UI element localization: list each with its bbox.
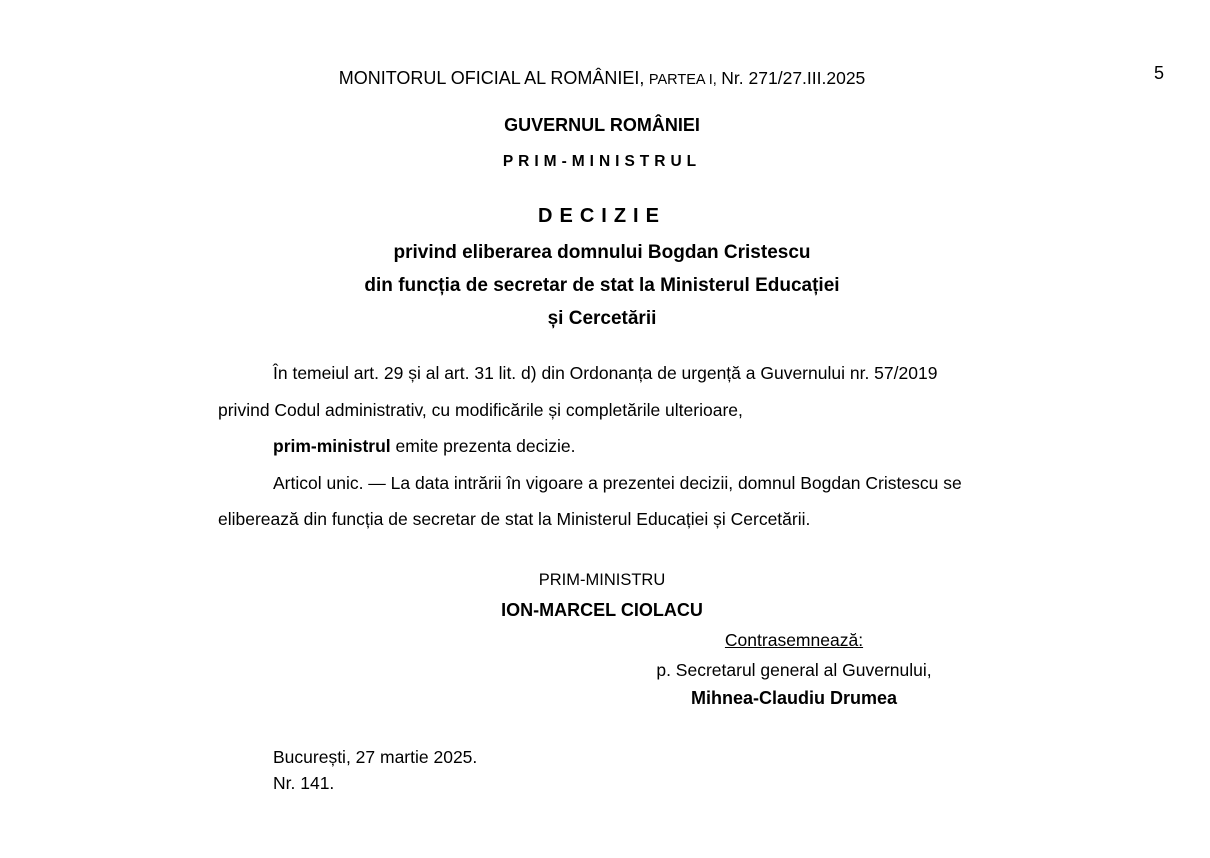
decision-subtitle-line-3: și Cercetării (547, 308, 657, 329)
journal-title: MONITORUL OFICIAL AL ROMÂNIEI, (338, 68, 645, 88)
document-content (218, 68, 986, 796)
masthead-government: GUVERNUL ROMÂNIEI (504, 115, 700, 135)
decision-title: DECIZIE (538, 205, 666, 227)
footer-number: Nr. 141. (273, 772, 335, 793)
paragraph-enactment-rest: emite prezenta decizie. (390, 436, 576, 456)
decision-subtitle-line-1: privind eliberarea domnului Bogdan Cristescu (393, 242, 811, 263)
countersign-role: p. Secretarul general al Guvernului, (656, 659, 932, 680)
paragraph-legal-basis: În temeiul art. 29 și al art. 31 lit. d) din Ordonanța de urgență a Guvernului nr. 57/2019 privind Codul administrativ, cu modificările și completările ulterioare, (218, 363, 938, 420)
signature-pm-label: PRIM-MINISTRU (538, 570, 666, 589)
decision-subtitle-line-2: din funcția de secretar de stat la Ministerul Educației (364, 275, 840, 296)
document-body (218, 355, 986, 538)
footer-place-date: București, 27 martie 2025. (273, 746, 478, 767)
signature-pm-name: ION-MARCEL CIOLACU (501, 599, 703, 620)
countersign-label: Contrasemnează: (724, 629, 864, 650)
masthead-prime-minister: PRIM-MINISTRUL (502, 153, 702, 170)
journal-issue: Nr. 271/27.III.2025 (721, 68, 866, 88)
page-number: 5 (1153, 63, 1164, 83)
journal-part: PARTEA I, (648, 72, 717, 88)
signature-block (218, 566, 986, 712)
paragraph-article: Articol unic. — La data intrării în vigoare a prezentei decizii, domnul Bogdan Cristescu se eliberează din funcția de secretar de stat la Ministerul Educației și Cercetării. (218, 472, 962, 529)
countersign-block (602, 625, 986, 712)
paragraph-enactment (218, 428, 986, 465)
countersign-name: Mihnea-Claudiu Drumea (690, 687, 898, 708)
decision-subtitle (218, 236, 986, 335)
journal-header (218, 68, 986, 89)
paragraph-enactment-bold: prim-ministrul (273, 436, 391, 456)
document-footer (218, 744, 986, 796)
